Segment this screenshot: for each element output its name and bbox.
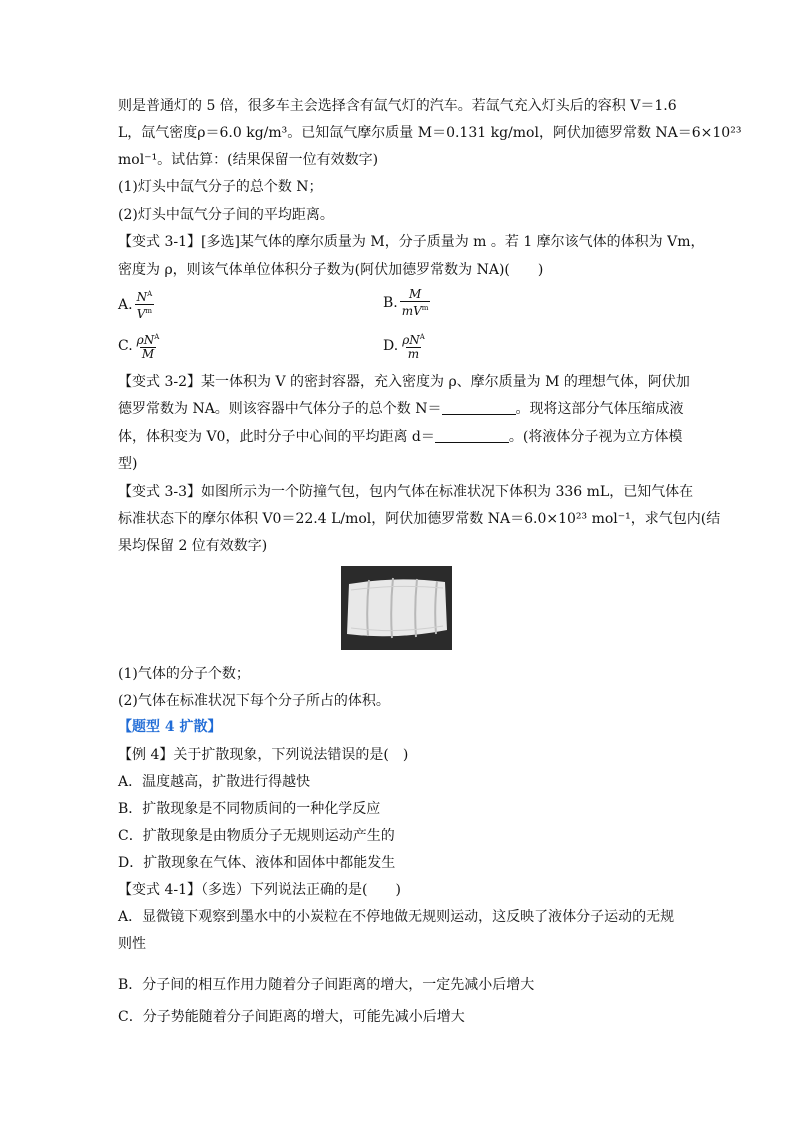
option-denominator: m <box>407 347 420 361</box>
option-b <box>383 288 430 318</box>
option-numerator: ρN <box>136 333 155 347</box>
option-d <box>383 331 427 361</box>
variant-4-1-text: 【变式 4-1】（多选）下列说法正确的是( ) <box>118 882 401 898</box>
choice-b: B．扩散现象是不同物质间的一种化学反应 <box>118 801 381 817</box>
option-denominator: mV <box>401 304 422 318</box>
choice-c: C．分子势能随着分子间距离的增大，可能先减小后增大 <box>118 1009 465 1025</box>
text-fragment: 。(将液体分子视为立方体模 <box>508 429 683 445</box>
choice-a: A．显微镜下观察到墨水中的小炭粒在不停地做无规则运动，这反映了液体分子运动的无规 <box>118 909 675 925</box>
question-1: (1)灯头中氙气分子的总个数 N； <box>118 179 323 195</box>
variant-3-1-text: 【变式 3-1】[多选]某气体的摩尔质量为 M，分子质量为 m 。若 1 摩尔该气体的体积为 Vm， <box>118 234 705 250</box>
airbag-image <box>341 566 452 650</box>
option-numerator: N <box>136 290 148 304</box>
variant-3-2-text: 型) <box>118 456 138 472</box>
choice-b: B．分子间的相互作用力随着分子间距离的增大，一定先减小后增大 <box>118 977 535 993</box>
section-heading: 【题型 4 扩散】 <box>118 719 222 735</box>
option-label: A. <box>118 296 133 313</box>
variant-3-1-text: 密度为 ρ，则该气体单位体积分子数为(阿伏加德罗常数为 NA)( ) <box>118 262 544 278</box>
option-a <box>118 288 154 321</box>
text-line: L，氙气密度ρ＝6.0 kg/m³。已知氙气摩尔质量 M＝0.131 kg/mol，阿伏加德罗常数 NA＝6×10²³ <box>118 125 742 141</box>
text-line: mol⁻¹。试估算：(结果保留一位有效数字) <box>118 152 379 168</box>
text-line: 则是普通灯的 5 倍，很多车主会选择含有氙气灯的汽车。若氙气充入灯头后的容积 V＝1.6 <box>118 98 677 114</box>
text-fragment: 体，体积变为 V0，此时分子中心间的平均距离 d＝ <box>118 429 435 445</box>
option-denominator: M <box>141 347 155 361</box>
variant-3-2-text <box>118 399 688 419</box>
option-label: D. <box>383 338 399 354</box>
denominator-sup: m <box>145 307 152 315</box>
variant-3-3-text: 果均保留 2 位有效数字) <box>118 538 268 554</box>
choice-d: D．扩散现象在气体、液体和固体中都能发生 <box>118 855 396 871</box>
variant-3-3-text: 【变式 3-3】如图所示为一个防撞气包，包内气体在标准状况下体积为 336 mL，已知气体在 <box>118 484 694 500</box>
option-label: B. <box>383 295 398 311</box>
choice-a-continued: 则性 <box>118 936 146 952</box>
text-fragment: 德罗常数为 NA。则该容器中气体分子的总个数 N＝ <box>118 401 442 417</box>
option-label: C. <box>118 338 133 354</box>
text-fragment: 。现将这部分气体压缩成液 <box>515 401 684 417</box>
choice-c: C．扩散现象是由物质分子无规则运动产生的 <box>118 828 395 844</box>
example-4-text: 【例 4】关于扩散现象，下列说法错误的是( ) <box>118 747 409 763</box>
variant-3-3-text: 标准状态下的摩尔体积 V0＝22.4 L/mol，阿伏加德罗常数 NA＝6.0×10²³ mol⁻¹，求气包内(结 <box>118 511 721 527</box>
variant-3-2-text <box>118 427 688 447</box>
denominator-sup: m <box>421 304 429 312</box>
numerator-sup: A <box>147 290 153 298</box>
answer-blank[interactable] <box>442 402 516 415</box>
option-numerator: ρN <box>402 333 420 347</box>
airbag-photo <box>341 566 452 650</box>
option-denominator: V <box>136 307 146 321</box>
question-2: (2)灯头中氙气分子间的平均距离。 <box>118 207 334 223</box>
question-2: (2)气体在标准状况下每个分子所占的体积。 <box>118 693 390 709</box>
answer-blank[interactable] <box>435 430 509 443</box>
question-1: (1)气体的分子个数； <box>118 666 250 682</box>
numerator-sup: A <box>419 333 425 341</box>
variant-3-2-text: 【变式 3-2】某一体积为 V 的密封容器，充入密度为 ρ、摩尔质量为 M 的理想气体，阿伏加 <box>118 374 690 390</box>
option-numerator: M <box>408 287 422 301</box>
option-c <box>118 331 161 361</box>
numerator-sup: A <box>154 333 160 341</box>
choice-a: A．温度越高，扩散进行得越快 <box>118 774 311 790</box>
